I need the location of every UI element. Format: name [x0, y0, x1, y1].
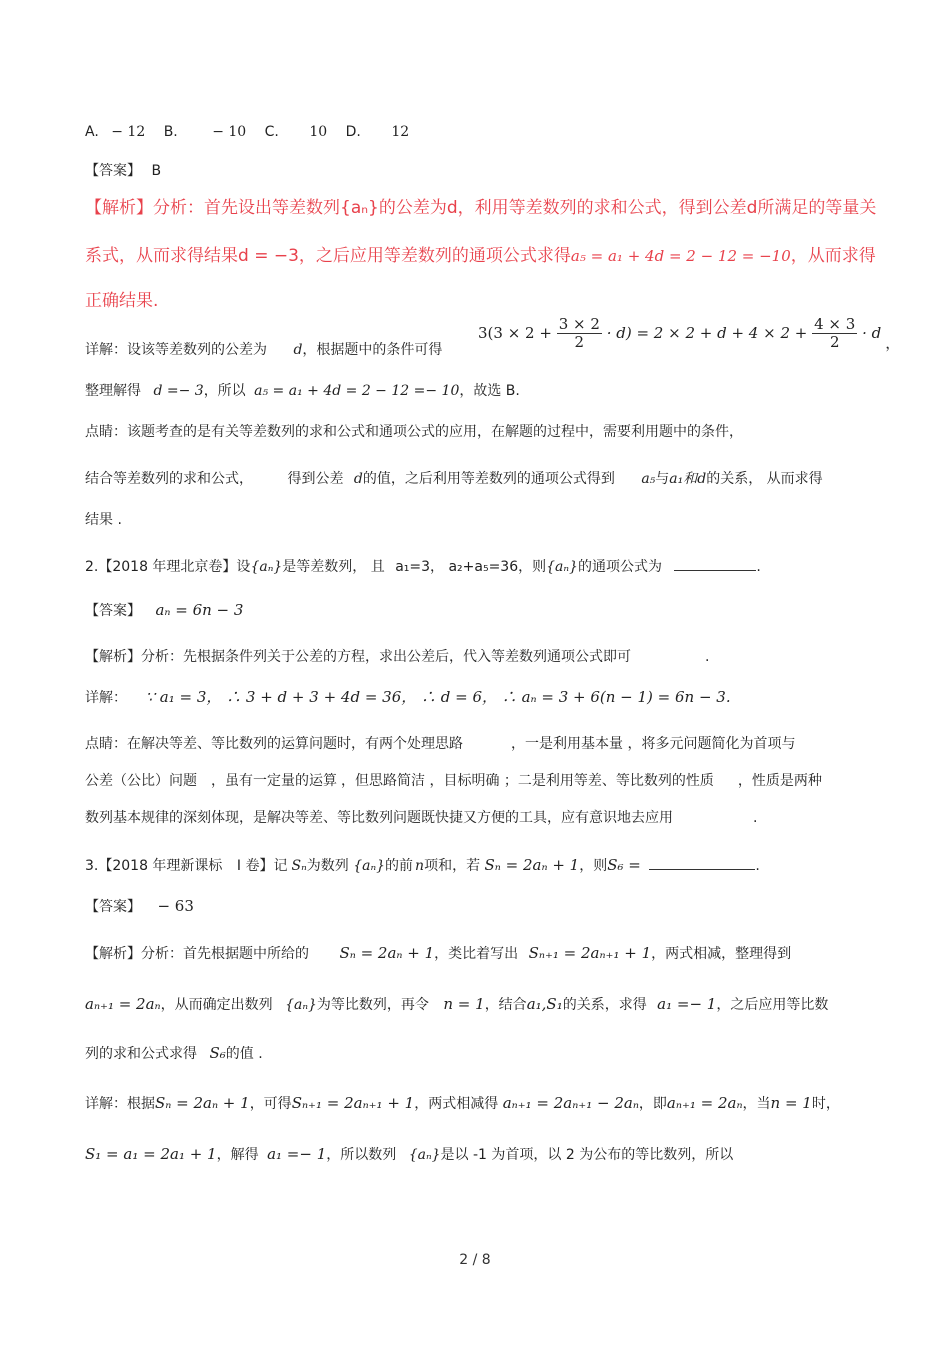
choice-d-letter: D.: [345, 124, 361, 140]
q1-analysis-line1: 【解析】分析：首先设出等差数列{aₙ}的公差为d，利用等差数列的求和公式，得到公差d所满足的等量关: [85, 198, 877, 218]
q1-analysis-line2: 系式，从而求得结果d = −3，之后应用等差数列的通项公式求得a₅ = a₁ + 4d = 2 − 12 = −10，从而求得: [85, 246, 876, 266]
q1-answer: [85, 163, 161, 180]
q3-answer: 【答案】 − 63: [85, 897, 194, 915]
q3-detail-line1: 详解：根据Sₙ = 2aₙ + 1，可得Sₙ₊₁ = 2aₙ₊₁ + 1，两式相减得 aₙ₊₁ = 2aₙ₊₁ − 2aₙ，即aₙ₊₁ = 2aₙ，当n = 1时，: [85, 1094, 840, 1112]
q2-detail: 详解： ∵ a₁ = 3， ∴ 3 + d + 3 + 4d = 36， ∴ d = 6， ∴ aₙ = 3 + 6(n − 1) = 6n − 3.: [85, 688, 731, 706]
choice-a-value: − 12: [111, 124, 146, 140]
q2-comment-line1: 点睛：在解决等差、等比数列的运算问题时，有两个处理思路 ，一是利用基本量 ，将多元问题简化为首项与: [85, 736, 796, 752]
q1-comment-line2: 结合等差数列的求和公式， 得到公差 d的值，之后利用等差数列的通项公式得到 a₅与a₁和d的关系， 从而求得: [85, 471, 823, 487]
q1-detail-line2: 整理解得 d =− 3，所以 a₅ = a₁ + 4d = 2 − 12 =− 10，故选 B.: [85, 383, 520, 399]
q1-comment-line1: 点睛：该题考查的是有关等差数列的求和公式和通项公式的应用，在解题的过程中，需要利用题中的条件，: [85, 424, 743, 440]
page-number: 2 / 8: [459, 1252, 491, 1268]
choice-a-letter: A.: [85, 124, 99, 140]
q3-analysis-line2: aₙ₊₁ = 2aₙ，从而确定出数列 {aₙ}为等比数列，再令 n = 1，结合a₁,S₁的关系，求得 a₁ =− 1，之后应用等比数: [85, 995, 829, 1013]
q1-choices: [85, 124, 409, 141]
q1-detail-line1: 详解：设该等差数列的公差为 d，根据题中的条件可得: [85, 342, 443, 358]
choice-b-letter: B.: [163, 124, 178, 140]
answer-blank: [649, 869, 755, 870]
fraction-1: $\frac{3 \times 2}{2}$: [558, 315, 600, 352]
q1-comment-line3: 结果 .: [85, 512, 122, 528]
q3-stem: 3.【2018 年理新课标 I 卷】记 Sₙ为数列 {aₙ}的前 n项和，若 Sₙ = 2aₙ + 1，则S₆ = .: [85, 856, 760, 874]
q2-analysis: 【解析】分析：先根据条件列关于公差的方程，求出公差后，代入等差数列通项公式即可 .: [85, 649, 710, 665]
choice-c-value: 10: [309, 124, 328, 140]
fraction-2: $\frac{4 \times 3}{2}$: [814, 315, 856, 352]
answer-label: 【答案】: [85, 163, 141, 179]
answer-blank: [674, 570, 756, 571]
choice-d-value: 12: [391, 124, 410, 140]
q2-answer: 【答案】 aₙ = 6n − 3: [85, 601, 244, 619]
choice-b-value: − 10: [212, 124, 247, 140]
q2-stem: 2.【2018 年理北京卷】设{aₙ}是等差数列， 且 a₁=3， a₂+a₅=36，则{aₙ}的通项公式为 .: [85, 559, 761, 575]
q3-detail-line2: S₁ = a₁ = 2a₁ + 1，解得 a₁ =− 1，所以数列 {aₙ}是以 -1 为首项，以 2 为公布的等比数列，所以: [85, 1145, 734, 1163]
q3-analysis-line3: 列的求和公式求得 S₆的值 .: [85, 1044, 263, 1062]
q3-analysis-line1: 【解析】分析：首先根据题中所给的 Sₙ = 2aₙ + 1，类比着写出 Sₙ₊₁ = 2aₙ₊₁ + 1，两式相减，整理得到: [85, 944, 792, 962]
choice-c-letter: C.: [264, 124, 279, 140]
q2-comment-line2: 公差（公比）问题 ，虽有一定量的运算 ，但思路简洁 ，目标明确 ；二是利用等差、等比数列的性质 ，性质是两种: [85, 773, 822, 789]
q1-detail-equation: 3(3 × 2 + $\frac{3 \times 2}{2}$ · d) = 2 × 2 + d + 4 × 2 + $\frac{4 \times 3}{2}$ · d，: [478, 315, 901, 352]
answer-value: B: [151, 163, 162, 179]
q2-comment-line3: 数列基本规律的深刻体现，是解决等差、等比数列问题既快捷又方便的工具，应有意识地去应用 .: [85, 810, 758, 826]
q1-analysis-line3: 正确结果.: [85, 291, 159, 311]
